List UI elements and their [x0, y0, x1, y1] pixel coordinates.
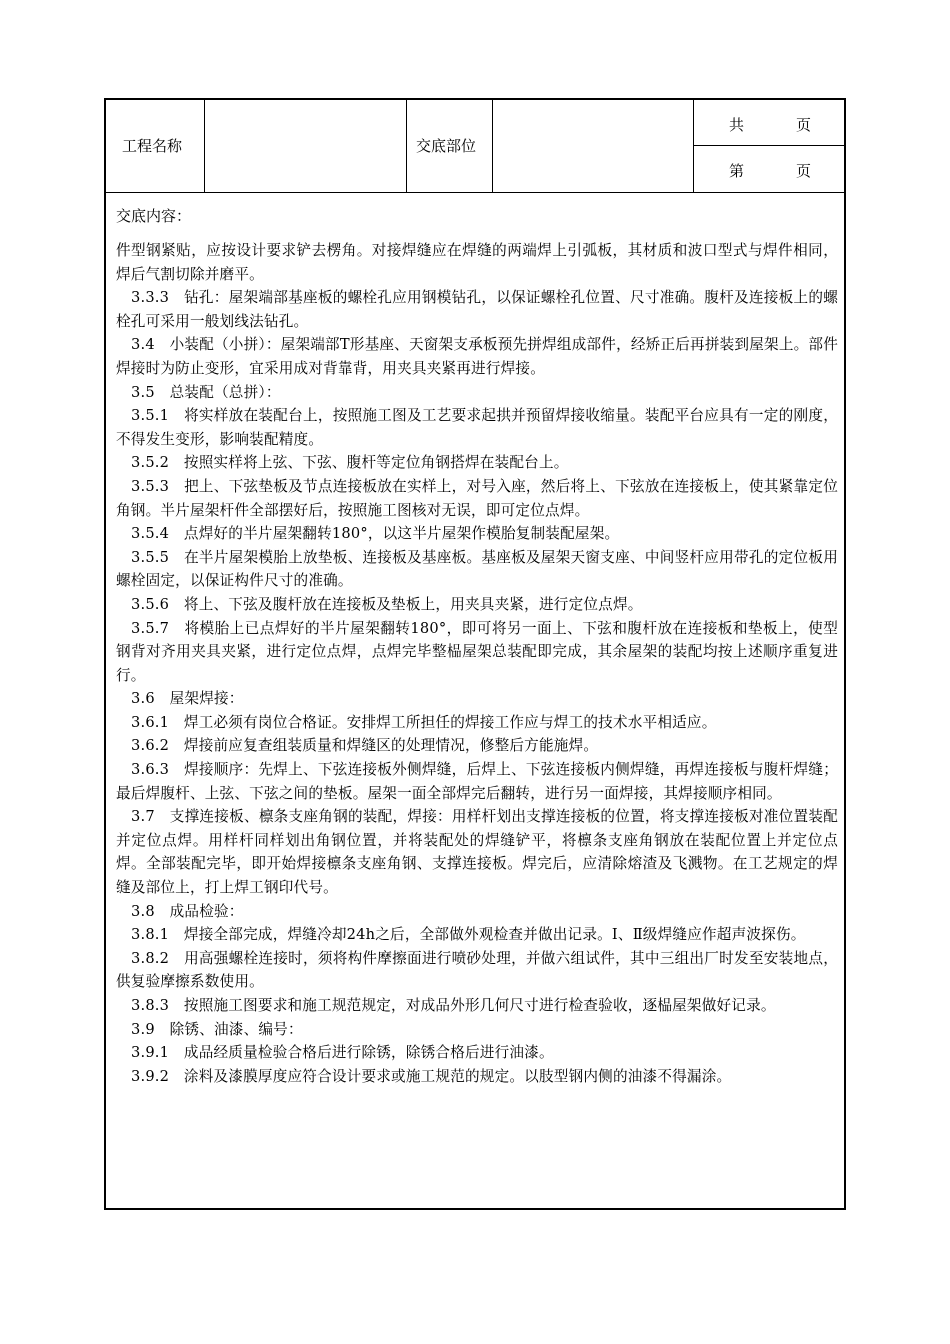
total-pages-prefix: 共	[729, 116, 745, 134]
paragraph: 3.5.1 将实样放在装配台上，按照施工图及工艺要求起拱并预留焊接收缩量。装配平台应具有一定的刚度，不得发生变形，影响装配精度。	[116, 407, 838, 448]
paragraph: 3.3.3 钻孔：屋架端部基座板的螺栓孔应用钢模钻孔，以保证螺栓孔位置、尺寸准确。腹杆及连接板上的螺栓孔可采用一般划线法钻孔。	[116, 289, 838, 330]
paragraph: 3.5.5 在半片屋架模胎上放垫板、连接板及基座板。基座板及屋架天窗支座、中间竖杆应用带孔的定位板用螺栓固定，以保证构件尺寸的准确。	[116, 548, 838, 590]
content-paragraphs	[116, 239, 838, 1088]
paragraph: 3.8 成品检验：	[131, 902, 244, 920]
paragraph: 3.6 屋架焊接：	[131, 690, 244, 708]
paragraph: 3.8.2 用高强螺栓连接时，须将构件摩擦面进行喷砂处理，并做六组试件，其中三组出厂时发至安装地点，供复验摩擦系数使用。	[116, 949, 838, 991]
paragraph: 3.4 小装配（小拼）：屋架端部T形基座、天窗架支承板预先拼焊组成部件，经矫正后再拼装到屋架上。部件焊接时为防止变形，宜采用成对背靠背，用夹具夹紧再进行焊接。	[116, 336, 838, 377]
paragraph: 3.5.4 点焊好的半片屋架翻转180°，以这半片屋架作模胎复制装配屋架。	[131, 525, 620, 543]
page-number-prefix: 第	[729, 162, 745, 180]
content-label: 交底内容：	[116, 207, 192, 225]
divider	[693, 145, 844, 146]
divider	[492, 100, 493, 192]
header-row	[106, 100, 844, 193]
divider	[204, 100, 205, 192]
paragraph: 3.5.6 将上、下弦及腹杆放在连接板及垫板上，用夹具夹紧，进行定位点焊。	[131, 595, 643, 613]
paragraph: 3.5.2 按照实样将上弦、下弦、腹杆等定位角钢搭焊在装配台上。	[131, 454, 569, 472]
total-pages-suffix: 页	[796, 116, 812, 134]
paragraph: 3.6.3 焊接顺序：先焊上、下弦连接板外侧焊缝，后焊上、下弦连接板内侧焊缝，再焊连接板与腹杆焊缝；最后焊腹杆、上弦、下弦之间的垫板。屋架一面全部焊完后翻转，进行另一面焊接，其焊接顺序相同。	[116, 761, 838, 802]
project-name-label: 工程名称	[122, 137, 183, 155]
page-number-cell	[693, 160, 844, 180]
paragraph: 3.9.1 成品经质量检验合格后进行除锈，除锈合格后进行油漆。	[131, 1044, 554, 1062]
disclosure-sheet	[104, 98, 846, 1210]
paragraph: 3.6.2 焊接前应复查组装质量和焊缝区的处理情况，修整后方能施焊。	[131, 737, 599, 755]
part-label: 交底部位	[416, 137, 477, 155]
paragraph: 3.6.1 焊工必须有岗位合格证。安排焊工所担任的焊接工作应与焊工的技术水平相适应。	[131, 713, 717, 731]
paragraph: 3.5.7 将模胎上已点焊好的半片屋架翻转180°，即可将另一面上、下弦和腹杆放在连接板和垫板上，使型钢背对齐用夹具夹紧，进行定位点焊，点焊完毕整榀屋架总装配即完成，其余屋架的装配均按上述顺序重复进行。	[116, 619, 838, 684]
page-number-suffix: 页	[796, 162, 812, 180]
paragraph: 件型钢紧贴，应按设计要求铲去楞角。对接焊缝应在焊缝的两端焊上引弧板，其材质和波口型式与焊件相同，焊后气割切除并磨平。	[116, 242, 838, 283]
divider	[406, 100, 407, 192]
paragraph: 3.9 除锈、油漆、编号：	[131, 1020, 303, 1038]
paragraph: 3.5.3 把上、下弦垫板及节点连接板放在实样上，对号入座，然后将上、下弦放在连接板上，使其紧靠定位角钢。半片屋架杆件全部摆好后，按照施工图核对无误，即可定位点焊。	[116, 477, 838, 519]
paragraph: 3.8.1 焊接全部完成，焊缝冷却24h之后，全部做外观检查并做出记录。Ⅰ、Ⅱ级焊缝应作超声波探伤。	[131, 926, 806, 944]
total-pages-cell	[693, 114, 844, 134]
paragraph: 3.5 总装配（总拼）：	[131, 383, 281, 401]
paragraph: 3.9.2 涂料及漆膜厚度应符合设计要求或施工规范的规定。以肢型钢内侧的油漆不得漏涂。	[131, 1067, 732, 1085]
paragraph: 3.8.3 按照施工图要求和施工规范规定，对成品外形几何尺寸进行检查验收，逐榀屋架做好记录。	[131, 997, 776, 1014]
paragraph: 3.7 支撑连接板、檩条支座角钢的装配，焊接：用样杆划出支撑连接板的位置，将支撑连接板对准位置装配并定位点焊。用样杆同样划出角钢位置，并将装配处的焊缝铲平，将檩条支座角钢放在装配位置上并定位点焊。全部装配完毕，即开始焊接檩条支座角钢、支撑连接板。焊完后，应清除熔渣及飞溅物。在工艺规定的焊缝及部位上，打上焊工钢印代号。	[116, 808, 838, 897]
